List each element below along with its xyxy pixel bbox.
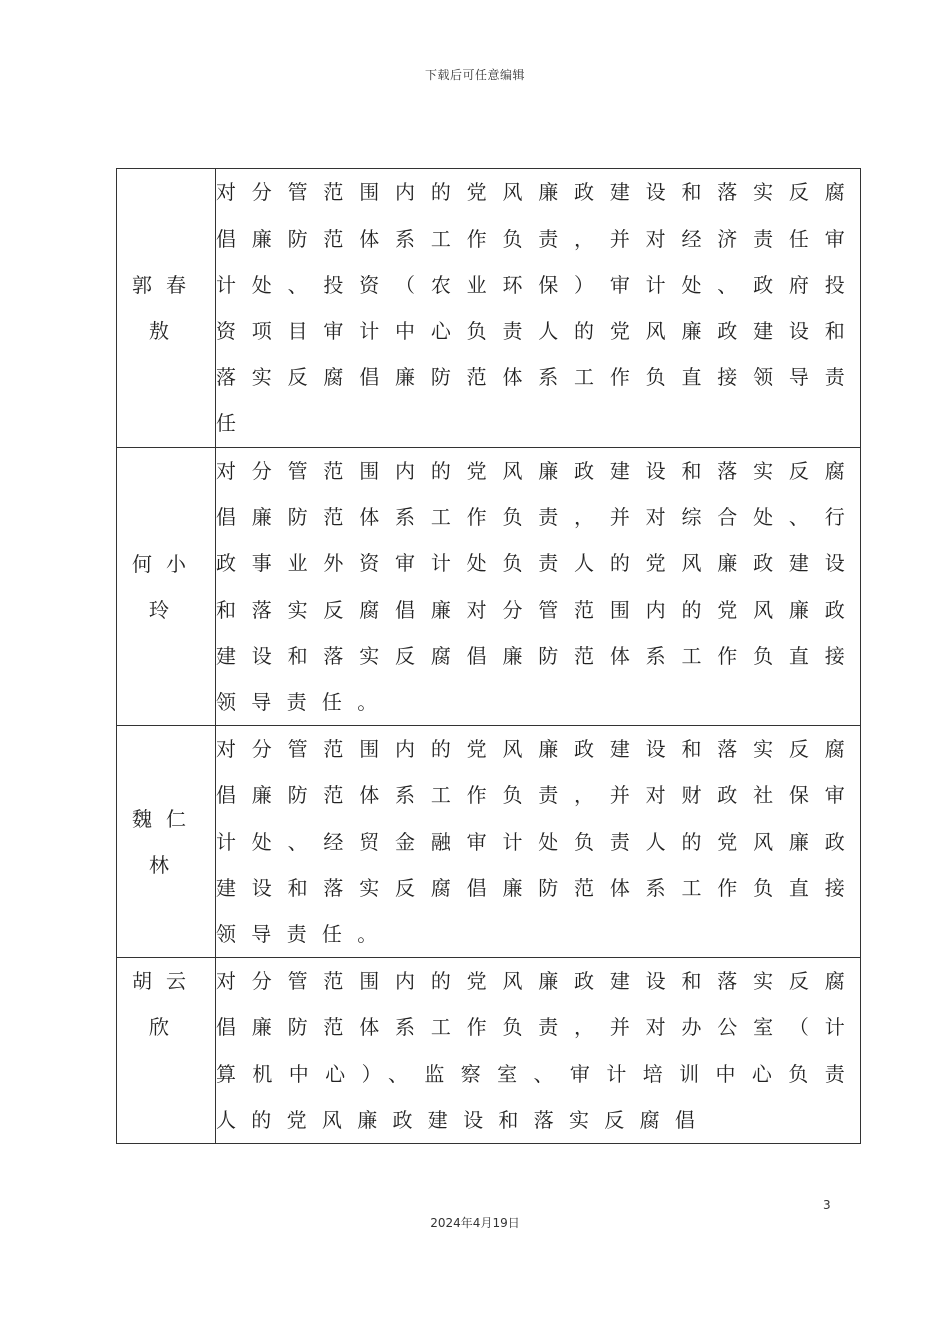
page-header: 下载后可任意编辑 — [424, 68, 525, 82]
description-cell: 对分管范围内的党风廉政建设和落实反腐倡廉防范体系工作负责，并对经济责任审计处、投资（农业环保）审计处、政府投资项目审计中心负责人的党风廉政建设和落实反腐倡廉防范体系工作负直接领导责任 — [216, 169, 861, 448]
description-cell: 对分管范围内的党风廉政建设和落实反腐倡廉防范体系工作负责，并对财政社保审计处、经贸金融审计处负责人的党风廉政建设和落实反腐倡廉防范体系工作负直接领导责任。 — [216, 726, 861, 958]
page-number: 3 — [823, 1198, 831, 1212]
description-cell: 对分管范围内的党风廉政建设和落实反腐倡廉防范体系工作负责，并对综合处、行政事业外资审计处负责人的党风廉政建设和落实反腐倡廉对分管范围内的党风廉政建设和落实反腐倡廉防范体系工作负直接领导责任。 — [216, 448, 861, 726]
name-cell: 胡云欣 — [117, 958, 216, 1144]
page-footer-date: 2024年4月19日 — [430, 1216, 520, 1230]
table-row — [117, 958, 861, 1144]
name-cell: 郭春敖 — [117, 169, 216, 448]
name-cell: 魏仁林 — [117, 726, 216, 958]
description-cell: 对分管范围内的党风廉政建设和落实反腐倡廉防范体系工作负责，并对办公室（计算机中心）、监察室、审计培训中心负责人的党风廉政建设和落实反腐倡 — [216, 958, 861, 1144]
table-row — [117, 726, 861, 958]
table-row — [117, 169, 861, 448]
responsibility-table — [116, 168, 861, 1144]
name-cell: 何小玲 — [117, 448, 216, 726]
table-row — [117, 448, 861, 726]
